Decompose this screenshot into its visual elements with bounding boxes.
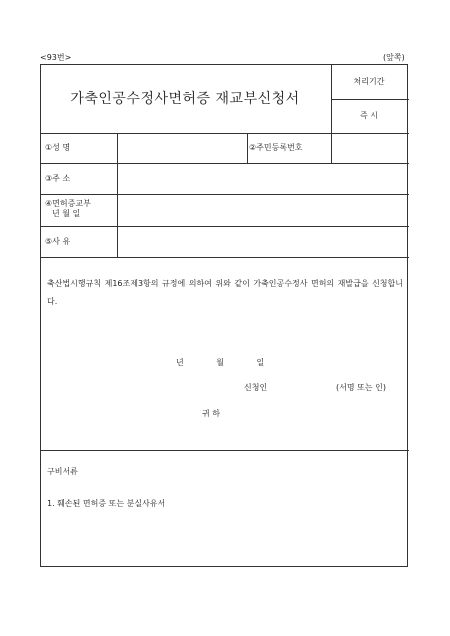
processing-period-label: 처리기간 bbox=[353, 76, 385, 86]
resident-id-label: ②주민등록번호 bbox=[249, 143, 303, 152]
address-field[interactable] bbox=[117, 163, 407, 193]
page-side-label: (앞쪽) bbox=[383, 53, 405, 62]
applicant-field[interactable] bbox=[275, 378, 330, 394]
form-number: <93번> bbox=[40, 53, 72, 62]
signature-note: (서명 또는 인) bbox=[336, 383, 386, 392]
row-line-6 bbox=[41, 450, 409, 451]
address-label: ③주 소 bbox=[45, 174, 71, 183]
name-field[interactable] bbox=[117, 133, 246, 162]
processing-period-value: 즉 시 bbox=[360, 110, 378, 120]
issue-date-label: ④면허증교부 bbox=[45, 199, 91, 208]
required-docs-title: 구비서류 bbox=[47, 467, 78, 476]
row-line-5 bbox=[41, 257, 409, 258]
form-title: 가축인공수정사면허증 재교부신청서 bbox=[70, 91, 300, 107]
application-statement: 축산법시행규칙 제16조제3항의 규정에 의하여 위와 같이 가축인공수정사 면허의 재발급을 신청합니다. bbox=[47, 279, 403, 306]
required-docs-item: 1. 훼손된 면허증 또는 분실사유서 bbox=[47, 499, 166, 508]
reason-field[interactable] bbox=[117, 226, 407, 256]
name-label: ①성 명 bbox=[45, 143, 71, 152]
issue-date-sublabel: 년 월 일 bbox=[52, 209, 81, 218]
recipient-label: 귀 하 bbox=[202, 409, 220, 418]
issue-date-field[interactable] bbox=[117, 194, 407, 225]
date-line: 년 월 일 bbox=[176, 358, 265, 367]
applicant-label: 신청인 bbox=[244, 383, 268, 392]
resident-id-field[interactable] bbox=[331, 133, 407, 162]
name-id-divider bbox=[247, 133, 248, 163]
reason-label: ⑤사 유 bbox=[45, 237, 71, 246]
